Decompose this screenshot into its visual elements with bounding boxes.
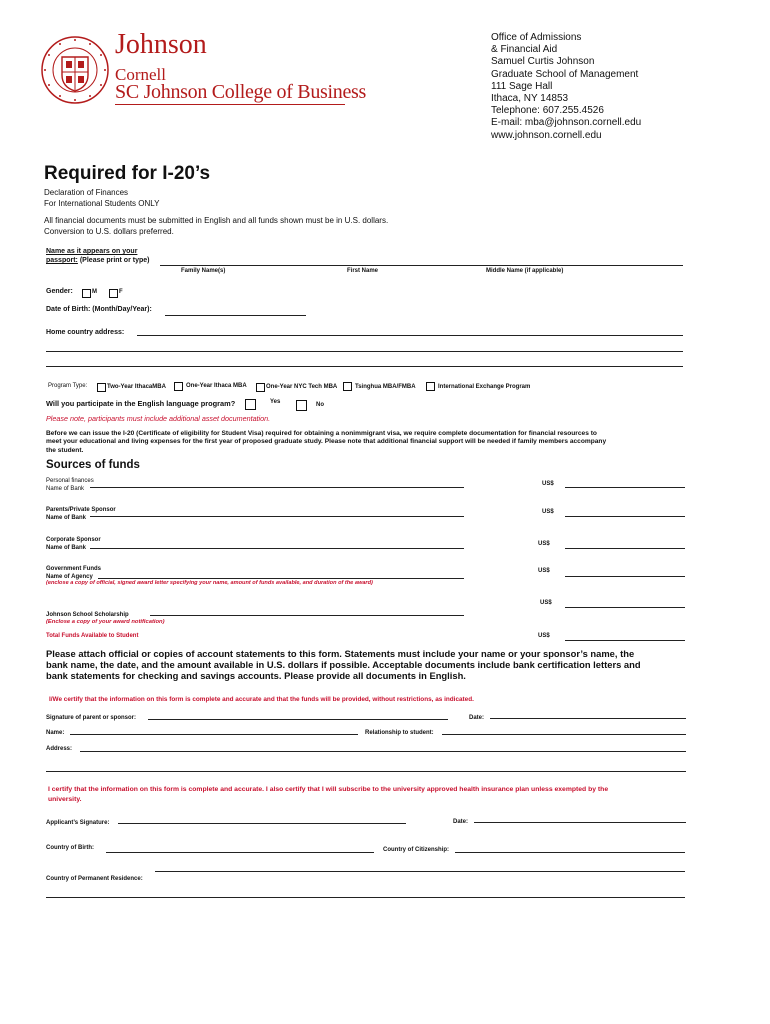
- johnson-scholarship-label: Johnson School Scholarship: [46, 612, 129, 618]
- home-address-line-3[interactable]: [46, 366, 683, 367]
- relationship-line[interactable]: [442, 734, 686, 735]
- corporate-bank-line[interactable]: [90, 548, 464, 549]
- name-label-2: [46, 257, 149, 264]
- country-birth-label: Country of Birth:: [46, 845, 94, 851]
- corporate-bank-label: Name of Bank: [46, 545, 87, 551]
- first-name-label: First Name: [347, 268, 379, 274]
- i20-line-2: meet your educational and living expenses for the first year of proposed graduate study. Please note that additional financial support will be needed if family members accompany: [46, 438, 607, 446]
- total-funds-label: Total Funds Available to Student: [46, 633, 139, 639]
- scholarship-line[interactable]: [150, 615, 464, 616]
- subtitle-intl: For International Students ONLY: [44, 199, 160, 208]
- attach-instructions: [46, 648, 746, 681]
- address-line: Ithaca, NY 14853: [491, 93, 569, 105]
- sponsor-date-label: Date:: [469, 715, 485, 721]
- country-citizenship-line[interactable]: [455, 852, 685, 853]
- dob-input-line[interactable]: [165, 315, 306, 316]
- scholarship-amount-line[interactable]: [565, 607, 685, 608]
- website-link[interactable]: www.johnson.cornell.edu: [491, 129, 602, 141]
- parents-bank-line[interactable]: [90, 516, 464, 517]
- parents-amount-line[interactable]: [565, 516, 685, 517]
- sponsor-signature-line[interactable]: [148, 719, 448, 720]
- applicant-certify-line-1: I certify that the information on this form is complete and accurate. I also certify that I will subscribe to the university approved health insurance plan unless exempted by the: [48, 786, 609, 793]
- program-nyc-tech-label: One-Year NYC Tech MBA: [266, 384, 338, 390]
- government-funds-label: Government Funds: [46, 566, 102, 572]
- email-link[interactable]: E-mail: mba@johnson.cornell.edu: [491, 117, 642, 129]
- gender-label: Gender:: [46, 288, 73, 295]
- family-name-label: Family Name(s): [181, 268, 226, 274]
- gender-m-checkbox[interactable]: [82, 289, 91, 298]
- address-line: Graduate School of Management: [491, 68, 639, 80]
- sponsor-address-label: Address:: [46, 746, 73, 752]
- personal-amount-line[interactable]: [565, 487, 685, 488]
- residence-line-upper[interactable]: [155, 871, 685, 872]
- applicant-signature-label: Applicant’s Signature:: [46, 820, 110, 826]
- english-program-question: Will you participate in the English language program?: [46, 399, 236, 408]
- applicant-certify-line-2: university.: [48, 796, 82, 803]
- sponsor-certify: I/We certify that the information on this form is complete and accurate and that the funds will be provided, without restrictions, as indicated.: [49, 696, 474, 703]
- parents-sponsor-label: Parents/Private Sponsor: [46, 507, 116, 513]
- permanent-residence-label: Country of Permanent Residence:: [46, 876, 143, 882]
- personal-usd-label: US$: [542, 481, 554, 487]
- home-address-label: Home country address:: [46, 329, 125, 336]
- middle-name-label: Middle Name (if applicable): [486, 268, 564, 274]
- personal-bank-line[interactable]: [90, 487, 464, 488]
- program-type-label: Program Type:: [48, 383, 88, 389]
- government-agency-line[interactable]: [98, 578, 464, 579]
- page-title: Required for I-20’s: [44, 163, 211, 184]
- corporate-amount-line[interactable]: [565, 548, 685, 549]
- parents-bank-label: Name of Bank: [46, 515, 87, 521]
- gender-f-label: F: [119, 289, 123, 295]
- english-yes-checkbox[interactable]: [245, 399, 256, 410]
- note-conversion: Conversion to U.S. dollars preferred.: [44, 227, 174, 236]
- sources-heading: Sources of funds: [46, 459, 140, 471]
- name-input-line[interactable]: [160, 265, 683, 266]
- i20-line-3: the student.: [46, 446, 84, 454]
- personal-finances-label: Personal finances: [46, 478, 94, 484]
- gender-m-label: M: [92, 289, 97, 295]
- total-amount-line[interactable]: [565, 640, 685, 641]
- residence-line[interactable]: [46, 897, 685, 898]
- address-line: Office of Admissions: [491, 32, 582, 43]
- sponsor-name-line[interactable]: [70, 734, 358, 735]
- government-agency-label: Name of Agency: [46, 574, 93, 580]
- home-address-line-2[interactable]: [46, 351, 683, 352]
- attach-line-1: Please attach official or copies of account statements to this form. Statements must include your name or your sponsor’s name, the: [46, 648, 635, 659]
- program-nyc-tech-checkbox[interactable]: [256, 383, 265, 392]
- program-one-year-label: One-Year Ithaca MBA: [186, 383, 247, 389]
- attach-line-2: bank name, the date, and the amount available in U.S. dollars if possible. Acceptable documents include bank certification letters and: [46, 659, 641, 670]
- address-line: & Financial Aid: [491, 44, 558, 56]
- brand-johnson: Johnson: [115, 29, 207, 60]
- print-type-label: (Please print or type): [77, 257, 150, 264]
- i20-line-1: Before we can issue the I-20 (Certificate of eligibility for Student Visa) required for obtaining a nonimmigrant visa, we require complete documentation for financial resources to: [46, 430, 597, 437]
- program-exchange-label: International Exchange Program: [438, 384, 531, 390]
- english-no-checkbox[interactable]: [296, 400, 307, 411]
- brand-underline: [115, 104, 345, 105]
- applicant-date-line[interactable]: [474, 822, 686, 823]
- name-label: Name as it appears on your: [46, 248, 138, 255]
- dob-label: Date of Birth: (Month/Day/Year):: [46, 306, 152, 313]
- program-tsinghua-label: Tsinghua MBA/FMBA: [355, 384, 416, 390]
- sponsor-date-line[interactable]: [490, 718, 686, 719]
- applicant-date-label: Date:: [453, 819, 469, 825]
- sponsor-name-label: Name:: [46, 730, 65, 736]
- brand-college: SC Johnson College of Business: [115, 81, 367, 103]
- corporate-sponsor-label: Corporate Sponsor: [46, 537, 101, 543]
- applicant-signature-line[interactable]: [118, 823, 406, 824]
- sponsor-address-line-2[interactable]: [46, 771, 686, 772]
- total-usd-label: US$: [538, 633, 550, 639]
- english-no-label: No: [316, 402, 324, 408]
- gender-f-checkbox[interactable]: [109, 289, 118, 298]
- office-address: [491, 32, 641, 142]
- personal-bank-label: Name of Bank: [46, 486, 85, 492]
- program-two-year-checkbox[interactable]: [97, 383, 106, 392]
- parents-usd-label: US$: [542, 509, 554, 515]
- cornell-seal-logo: [40, 35, 110, 105]
- government-usd-label: US$: [538, 568, 550, 574]
- i20-instructions: [46, 430, 736, 455]
- attach-line-3: bank statements for checking and savings accounts. Please provide all documents in English.: [46, 670, 466, 681]
- country-birth-line[interactable]: [106, 852, 374, 853]
- government-note: (enclose a copy of official, signed award letter specifying your name, amount of funds available, and duration of the award): [46, 580, 373, 586]
- program-tsinghua-checkbox[interactable]: [343, 382, 352, 391]
- asset-note: Please note, participants must include additional asset documentation.: [46, 414, 271, 423]
- brand-cornell: Cornell: [115, 65, 166, 84]
- telephone: Telephone: 607.255.4526: [491, 105, 604, 117]
- program-two-year-label: Two-Year IthacaMBA: [107, 384, 166, 390]
- subtitle-declaration: Declaration of Finances: [44, 188, 129, 197]
- address-line: Samuel Curtis Johnson: [491, 56, 595, 68]
- country-citizenship-label: Country of Citizenship:: [383, 847, 449, 853]
- relationship-label: Relationship to student:: [365, 730, 434, 736]
- corporate-usd-label: US$: [538, 541, 550, 547]
- scholarship-usd-label: US$: [540, 600, 552, 606]
- home-address-line-1[interactable]: [137, 335, 683, 336]
- english-yes-label: Yes: [270, 399, 281, 405]
- note-english: All financial documents must be submitted in English and all funds shown must be in U.S. dollars.: [44, 216, 389, 225]
- passport-label: passport:: [46, 257, 78, 264]
- sponsor-address-line[interactable]: [80, 751, 686, 752]
- government-amount-line[interactable]: [565, 576, 685, 577]
- program-exchange-checkbox[interactable]: [426, 382, 435, 391]
- address-line: 111 Sage Hall: [491, 80, 553, 92]
- program-one-year-checkbox[interactable]: [174, 382, 183, 391]
- applicant-certify: [48, 785, 728, 805]
- scholarship-note: (Enclose a copy of your award notification): [46, 619, 165, 625]
- sponsor-signature-label: Signature of parent or sponsor:: [46, 715, 137, 721]
